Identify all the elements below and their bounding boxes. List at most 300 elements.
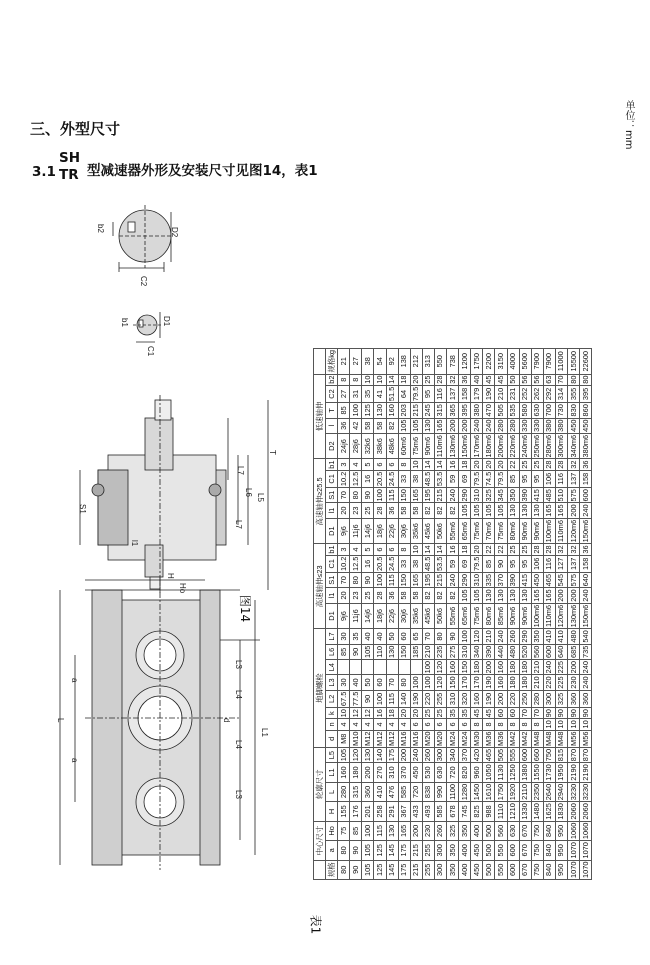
table-cell: 493 bbox=[422, 802, 434, 821]
table-cell: 14 bbox=[422, 459, 434, 470]
table-cell: 105 bbox=[338, 747, 350, 762]
table-cell: 53.5 bbox=[434, 555, 446, 572]
table-cell: 5600 bbox=[519, 348, 531, 374]
table-cell: 325 bbox=[447, 821, 459, 840]
table-cell: 14 bbox=[386, 374, 398, 385]
table-cell: 480 bbox=[507, 644, 519, 659]
table-cell: 840 bbox=[543, 860, 555, 879]
table-cell: 70 bbox=[555, 374, 567, 385]
table-cell: M36 bbox=[483, 730, 495, 747]
table-cell: 90m6 bbox=[422, 433, 434, 459]
table-cell: 105 bbox=[495, 503, 507, 518]
table-cell: 1330 bbox=[519, 802, 531, 821]
table-row bbox=[519, 348, 531, 879]
table-cell: 6 bbox=[459, 719, 471, 730]
table-row bbox=[543, 348, 555, 879]
table-cell: 100 bbox=[410, 675, 422, 690]
table-cell: 50 bbox=[386, 629, 398, 644]
table-cell: 28 bbox=[543, 544, 555, 555]
table-cell: 22 bbox=[483, 544, 495, 555]
table-cell: 82 bbox=[422, 503, 434, 518]
table-cell: 80 bbox=[580, 374, 592, 385]
table-cell: 203 bbox=[398, 403, 410, 418]
table-cell: 310 bbox=[471, 573, 483, 588]
table-cell: 150 bbox=[398, 488, 410, 503]
table-cell: 678 bbox=[447, 802, 459, 821]
table-cell: 550 bbox=[495, 841, 507, 860]
table-cell: 42 bbox=[350, 418, 362, 433]
table-cell: 1450 bbox=[471, 782, 483, 801]
table-cell: 310 bbox=[471, 488, 483, 503]
table-cell: 8 bbox=[398, 459, 410, 470]
table-cell: 4 bbox=[398, 719, 410, 730]
table-cell: 410 bbox=[374, 782, 386, 801]
table-cell: 70 bbox=[386, 675, 398, 690]
table-cell: 450 bbox=[471, 860, 483, 879]
table-cell: 350 bbox=[447, 841, 459, 860]
table-cell: 165 bbox=[543, 588, 555, 603]
table-cell: 738 bbox=[447, 348, 459, 374]
column-header: n bbox=[326, 719, 338, 730]
column-header: C1 bbox=[326, 470, 338, 487]
table-cell: 3 bbox=[338, 544, 350, 555]
table-cell: 95 bbox=[422, 385, 434, 402]
table-cell: 255 bbox=[434, 690, 446, 707]
table-cell: 660 bbox=[531, 747, 543, 762]
table-cell: 64 bbox=[398, 385, 410, 402]
table-cell: 36 bbox=[580, 459, 592, 470]
table-cell: 63 bbox=[543, 374, 555, 385]
table-cell: 8 bbox=[495, 719, 507, 730]
table-cell: 14j6 bbox=[362, 518, 374, 544]
th-weight-blank bbox=[314, 348, 326, 374]
table-cell: 105 bbox=[362, 841, 374, 860]
table-cell: 27 bbox=[338, 385, 350, 402]
table-cell: 40 bbox=[374, 629, 386, 644]
table-cell: M10 bbox=[350, 730, 362, 747]
table-cell: 150m6 bbox=[459, 433, 471, 459]
table-cell bbox=[410, 660, 422, 675]
table-row bbox=[555, 348, 567, 879]
table-cell: 200 bbox=[459, 418, 471, 433]
table-row bbox=[422, 348, 434, 879]
table-cell: 45 bbox=[495, 374, 507, 385]
table-cell: 200 bbox=[483, 660, 495, 675]
table-cell: 450 bbox=[580, 418, 592, 433]
table-cell: 280m6 bbox=[543, 433, 555, 459]
table-cell: 105 bbox=[483, 503, 495, 518]
table-cell: 90 bbox=[350, 860, 362, 879]
table-row bbox=[398, 348, 410, 879]
table-cell: 240 bbox=[543, 660, 555, 675]
table-cell: 100 bbox=[374, 573, 386, 588]
group-hs-low: 高速轴伸≤23 bbox=[314, 544, 326, 629]
label-d2: D2 bbox=[170, 227, 179, 238]
table-cell: 130 bbox=[362, 747, 374, 762]
table-cell: 35k6 bbox=[410, 518, 422, 544]
table-cell: 1130 bbox=[495, 763, 507, 782]
column-header: L7 bbox=[326, 629, 338, 644]
table-cell: 10 bbox=[543, 719, 555, 730]
table-cell: 90 bbox=[495, 555, 507, 572]
column-header: k bbox=[326, 708, 338, 719]
table-cell: 25 bbox=[531, 459, 543, 470]
table-row bbox=[350, 348, 362, 879]
table-cell: 990 bbox=[434, 782, 446, 801]
table-cell: 100 bbox=[374, 488, 386, 503]
table-cell: 8 bbox=[350, 374, 362, 385]
table-cell: M56 bbox=[580, 730, 592, 747]
table-cell: 1060 bbox=[580, 821, 592, 840]
label-l1: l1 bbox=[130, 540, 139, 547]
table-cell: 28 bbox=[543, 459, 555, 470]
table-cell: 270 bbox=[374, 763, 386, 782]
table-cell: 165 bbox=[410, 488, 422, 503]
group-ls: 低速轴伸 bbox=[314, 374, 326, 459]
table-cell: 840 bbox=[543, 821, 555, 840]
table-cell: 10 bbox=[555, 719, 567, 730]
table-cell: 1480 bbox=[531, 802, 543, 821]
column-header: b2 bbox=[326, 374, 338, 385]
table-cell: M16 bbox=[398, 730, 410, 747]
table-cell: 48.5 bbox=[422, 555, 434, 572]
table-cell: 870 bbox=[580, 747, 592, 762]
label-c2: C2 bbox=[139, 276, 148, 287]
table-cell: 1070 bbox=[580, 841, 592, 860]
table-cell: 575 bbox=[567, 488, 579, 503]
table-cell: 115 bbox=[386, 573, 398, 588]
table-cell: 90 bbox=[350, 644, 362, 659]
table-cell: 58 bbox=[410, 503, 422, 518]
table-cell: 10 bbox=[567, 719, 579, 730]
table-cell: 110m6 bbox=[543, 603, 555, 629]
table-cell: 90m6 bbox=[519, 518, 531, 544]
table-cell: 240 bbox=[410, 747, 422, 762]
table-cell: 6 bbox=[410, 719, 422, 730]
table-cell: 55m6 bbox=[447, 518, 459, 544]
table-cell: 23 bbox=[350, 503, 362, 518]
table-cell: 110m6 bbox=[555, 518, 567, 544]
table-cell: 988 bbox=[483, 802, 495, 821]
table-cell: 22 bbox=[507, 459, 519, 470]
table-cell: 505 bbox=[495, 403, 507, 418]
table-cell: M56 bbox=[567, 730, 579, 747]
table-cell: 300 bbox=[434, 747, 446, 762]
table-cell: 59 bbox=[447, 470, 459, 487]
table-cell: 840 bbox=[543, 841, 555, 860]
label-l3b: L3 bbox=[234, 790, 243, 799]
table-cell: 75m6 bbox=[410, 433, 422, 459]
table-cell: 8 bbox=[531, 719, 543, 730]
table-cell: 1730 bbox=[543, 763, 555, 782]
table-cell: 540 bbox=[580, 629, 592, 644]
table-cell: 90 bbox=[567, 708, 579, 719]
table-cell: 735 bbox=[580, 644, 592, 659]
table-cell: 32k6 bbox=[362, 433, 374, 459]
table-cell: 74.5 bbox=[483, 470, 495, 487]
table-cell: 245 bbox=[422, 403, 434, 418]
table-cell: 175 bbox=[398, 841, 410, 860]
table-cell: 8 bbox=[507, 719, 519, 730]
table-cell: 59 bbox=[447, 555, 459, 572]
table-cell: 750 bbox=[531, 860, 543, 879]
table-cell: 90 bbox=[350, 841, 362, 860]
table-cell: 35 bbox=[350, 629, 362, 644]
table-cell: 160 bbox=[386, 403, 398, 418]
table-cell: 6 bbox=[374, 459, 386, 470]
table-cell: 28j6 bbox=[350, 433, 362, 459]
table-cell: 11000 bbox=[555, 348, 567, 374]
table-cell: 170m6 bbox=[471, 433, 483, 459]
table-cell: 750 bbox=[531, 821, 543, 840]
table-cell: 36 bbox=[386, 588, 398, 603]
table-cell: 291 bbox=[386, 802, 398, 821]
table-row bbox=[434, 348, 446, 879]
table-cell: 215 bbox=[410, 860, 422, 879]
table-body bbox=[338, 348, 592, 879]
table-cell: 220 bbox=[422, 690, 434, 707]
table-cell: 58 bbox=[398, 503, 410, 518]
table-cell: 90 bbox=[543, 708, 555, 719]
column-header: 规格 bbox=[326, 860, 338, 879]
column-header: H bbox=[326, 802, 338, 821]
table-cell: 30 bbox=[338, 629, 350, 644]
table-cell: 220 bbox=[543, 675, 555, 690]
figure-label: 图14 bbox=[238, 594, 253, 623]
table-cell: 20 bbox=[338, 503, 350, 518]
table-cell: 179 bbox=[471, 385, 483, 402]
table-cell: 160 bbox=[495, 660, 507, 675]
table-cell: 155 bbox=[338, 802, 350, 821]
table-cell: 70 bbox=[519, 708, 531, 719]
table-cell: 215 bbox=[434, 573, 446, 588]
table-cell: 22j6 bbox=[386, 518, 398, 544]
table-cell: 60 bbox=[495, 708, 507, 719]
table-cell: 95 bbox=[519, 555, 531, 572]
table-cell: 1750 bbox=[495, 782, 507, 801]
table-cell: 51.5 bbox=[386, 385, 398, 402]
table-cell: 20 bbox=[338, 588, 350, 603]
table-cell: 195 bbox=[422, 573, 434, 588]
table-cell: 115 bbox=[386, 690, 398, 707]
table-cell: 145 bbox=[386, 860, 398, 879]
column-header: Ho bbox=[326, 821, 338, 840]
label-l7: L7 bbox=[236, 466, 245, 475]
table-cell: 505 bbox=[495, 747, 507, 762]
table-cell: 25 bbox=[422, 708, 434, 719]
table-cell: 950 bbox=[555, 860, 567, 879]
table-cell: 400 bbox=[459, 860, 471, 879]
table-cell: 80m6 bbox=[483, 603, 495, 629]
table-cell: 190 bbox=[483, 675, 495, 690]
table-cell: M36 bbox=[495, 730, 507, 747]
group-center: 中心尺寸 bbox=[314, 821, 326, 860]
table-cell: 75m6 bbox=[471, 518, 483, 544]
table-cell: 79.5 bbox=[410, 385, 422, 402]
table-cell: 350 bbox=[447, 860, 459, 879]
table-cell: 45 bbox=[483, 708, 495, 719]
table-cell: 7900 bbox=[531, 348, 543, 374]
table-cell: 53.5 bbox=[434, 470, 446, 487]
table-cell bbox=[398, 660, 410, 675]
table-cell: 85 bbox=[507, 470, 519, 487]
table-cell: 130 bbox=[386, 644, 398, 659]
table-cell: 130m6 bbox=[447, 433, 459, 459]
table-cell: 670 bbox=[519, 841, 531, 860]
table-cell: 38 bbox=[410, 470, 422, 487]
column-header: S1 bbox=[326, 573, 338, 588]
table-cell: 120 bbox=[471, 629, 483, 644]
table-cell: 950 bbox=[555, 841, 567, 860]
table-cell: 85 bbox=[483, 555, 495, 572]
table-cell: 433 bbox=[410, 802, 422, 821]
table-cell: 8 bbox=[519, 719, 531, 730]
table-cell: M42 bbox=[519, 730, 531, 747]
table-cell: 69 bbox=[459, 555, 471, 572]
table-cell: 365 bbox=[447, 403, 459, 418]
label-h: H bbox=[166, 573, 175, 579]
table-cell: 70m6 bbox=[483, 518, 495, 544]
table-cell: 50 bbox=[507, 374, 519, 385]
table-cell: 225 bbox=[555, 660, 567, 675]
table-cell: 210 bbox=[483, 629, 495, 644]
table-cell: 35 bbox=[362, 385, 374, 402]
table-cell: 56 bbox=[519, 374, 531, 385]
table-cell: 450 bbox=[567, 418, 579, 433]
table-cell: 360 bbox=[580, 690, 592, 707]
table-cell: 175 bbox=[398, 860, 410, 879]
table-cell: 420 bbox=[471, 747, 483, 762]
table-cell: 370 bbox=[459, 747, 471, 762]
table-cell: 15500 bbox=[567, 348, 579, 374]
table-cell: 95 bbox=[531, 470, 543, 487]
table-cell: 390 bbox=[483, 644, 495, 659]
table-cell: 530 bbox=[422, 763, 434, 782]
table-row bbox=[531, 348, 543, 879]
table-cell: 25 bbox=[519, 544, 531, 555]
table-cell: 40 bbox=[350, 675, 362, 690]
table-cell: M8 bbox=[338, 730, 350, 747]
table-cell: 30j6 bbox=[398, 603, 410, 629]
table-cell: 79.5 bbox=[471, 470, 483, 487]
table-cell: 22 bbox=[495, 544, 507, 555]
column-header: L4 bbox=[326, 660, 338, 675]
table-cell: 4 bbox=[350, 719, 362, 730]
label-c1: C1 bbox=[146, 346, 155, 357]
table-cell: 105 bbox=[459, 503, 471, 518]
table-cell: 82 bbox=[447, 503, 459, 518]
dimension-table bbox=[313, 348, 592, 880]
table-cell: 415 bbox=[531, 488, 543, 503]
table-row bbox=[495, 348, 507, 879]
table-cell: M48 bbox=[543, 730, 555, 747]
table-cell: 105 bbox=[398, 418, 410, 433]
table-cell: 105 bbox=[471, 503, 483, 518]
table-cell: 4 bbox=[350, 544, 362, 555]
table-cell: 240 bbox=[495, 629, 507, 644]
table-cell: 16 bbox=[362, 470, 374, 487]
table-cell: 50k6 bbox=[434, 518, 446, 544]
table-row bbox=[362, 348, 374, 879]
table-cell: 58 bbox=[410, 588, 422, 603]
table-cell: 18 bbox=[386, 708, 398, 719]
table-cell: 315 bbox=[350, 782, 362, 801]
table-cell: 300 bbox=[543, 690, 555, 707]
table-cell: 125 bbox=[374, 841, 386, 860]
label-l6: L6 bbox=[244, 488, 253, 497]
table-cell: 38 bbox=[362, 348, 374, 374]
table-cell: 600 bbox=[519, 747, 531, 762]
table-cell: 314 bbox=[555, 385, 567, 402]
table-cell: 685 bbox=[567, 644, 579, 659]
table-cell: 560 bbox=[531, 644, 543, 659]
table-cell: 125 bbox=[362, 403, 374, 418]
table-cell: 137 bbox=[567, 470, 579, 487]
label-a2: a bbox=[70, 758, 79, 763]
table-cell: 3230 bbox=[580, 782, 592, 801]
table-cell: 210 bbox=[495, 385, 507, 402]
label-l7b: L7 bbox=[234, 520, 243, 529]
table-cell: 79.5 bbox=[495, 470, 507, 487]
table-cell: 360 bbox=[362, 782, 374, 801]
table-cell: 195 bbox=[422, 488, 434, 503]
table-cell: 28 bbox=[374, 588, 386, 603]
table-cell: 90 bbox=[362, 690, 374, 707]
table-cell: 215 bbox=[410, 841, 422, 860]
table-cell: 8 bbox=[483, 719, 495, 730]
table-cell: 200 bbox=[567, 503, 579, 518]
table-cell: 2110 bbox=[519, 782, 531, 801]
table-cell: 27 bbox=[350, 348, 362, 374]
table-cell: 212 bbox=[410, 348, 422, 374]
table-cell: 58 bbox=[362, 418, 374, 433]
table-cell: 262 bbox=[531, 385, 543, 402]
table-cell bbox=[338, 660, 350, 675]
table-cell: 390 bbox=[519, 488, 531, 503]
table-cell: 12.5 bbox=[350, 470, 362, 487]
table-cell: 231 bbox=[507, 385, 519, 402]
table-cell: 40 bbox=[471, 374, 483, 385]
table-cell: 14j6 bbox=[362, 603, 374, 629]
table-cell: 255 bbox=[422, 860, 434, 879]
table-cell: 815 bbox=[555, 747, 567, 762]
table-cell: 500 bbox=[483, 821, 495, 840]
table-cell: 6 bbox=[386, 544, 398, 555]
table-cell: 240 bbox=[580, 588, 592, 603]
table-cell: 165 bbox=[434, 418, 446, 433]
table-cell: 465 bbox=[543, 573, 555, 588]
table-cell: 28 bbox=[374, 503, 386, 518]
table-cell: 20 bbox=[410, 708, 422, 719]
table-cell: 20.5 bbox=[374, 555, 386, 572]
table-cell: 18 bbox=[398, 374, 410, 385]
table-cell: 400 bbox=[471, 821, 483, 840]
table-cell: 340m6 bbox=[567, 433, 579, 459]
table-cell: 20 bbox=[410, 374, 422, 385]
table-cell: 745 bbox=[459, 802, 471, 821]
table-cell: 170 bbox=[459, 675, 471, 690]
column-header: L2 bbox=[326, 690, 338, 707]
table-cell: 160 bbox=[495, 675, 507, 690]
table-cell: 70 bbox=[338, 488, 350, 503]
table-cell: 20 bbox=[471, 459, 483, 470]
table-cell: 370 bbox=[495, 573, 507, 588]
table-cell: 58 bbox=[374, 418, 386, 433]
table-cell: 54 bbox=[374, 348, 386, 374]
table-cell: 106 bbox=[531, 555, 543, 572]
table-cell: M16 bbox=[410, 730, 422, 747]
table-cell: 38k6 bbox=[374, 433, 386, 459]
